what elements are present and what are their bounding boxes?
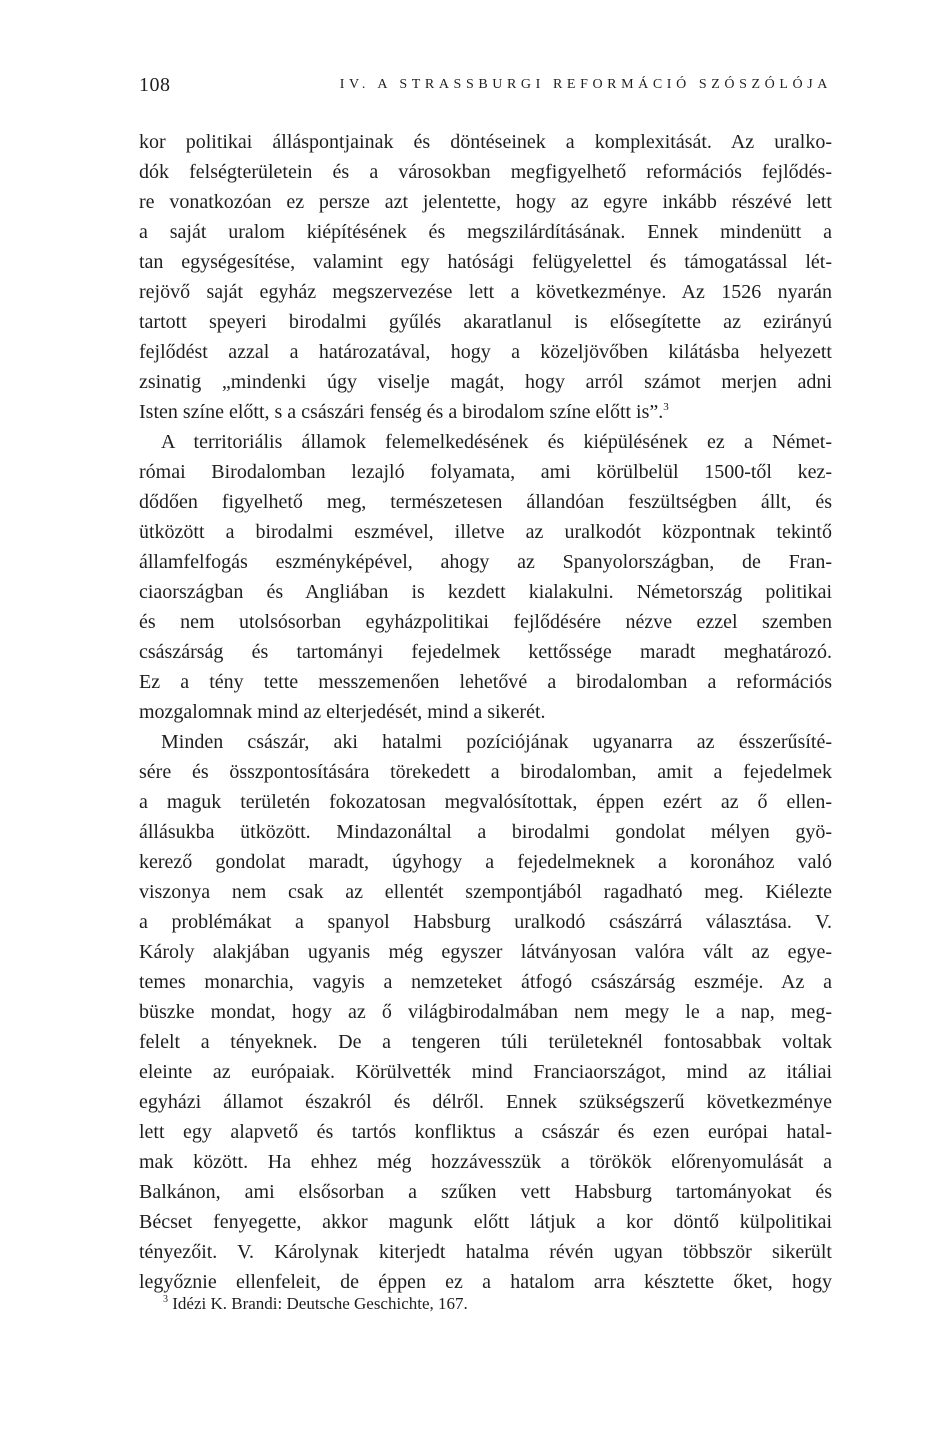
text-line: felelt a tényeknek. De a tengeren túli területeknél fontosabbak voltak [139, 1031, 832, 1053]
text-line: tényezőit. V. Károlynak kiterjedt hatalma révén ugyan többször sikerült [139, 1241, 832, 1263]
text-line: a problémákat a spanyol Habsburg uralkodó császárrá választása. V. [139, 911, 832, 933]
text-line: a saját uralom kiépítésének és megszilárdításának. Ennek mindenütt a [139, 221, 832, 243]
text-line: római Birodalomban lezajló folyamata, ami körülbelül 1500-től kez- [139, 461, 832, 483]
text-line: Bécset fenyegette, akkor magunk előtt látjuk a kor döntő külpolitikai [139, 1211, 832, 1233]
text-line: viszonya nem csak az ellentét szempontjából ragadható meg. Kiélezte [139, 881, 832, 903]
text-line: Károly alakjában ugyanis még egyszer látványosan valóra vált az egye- [139, 941, 832, 963]
footnote-text: Idézi K. Brandi: Deutsche Geschichte, 167. [172, 1294, 468, 1313]
text-line: temes monarchia, vagyis a nemzeteket átfogó császárság eszméje. Az a [139, 971, 832, 993]
text-line: rejövő saját egyház megszervezése lett a következménye. Az 1526 nyarán [139, 281, 832, 303]
footnote-reference: 3 [663, 401, 669, 413]
text-line: kerező gondolat maradt, úgyhogy a fejedelmeknek a koronához való [139, 851, 832, 873]
text-line [139, 397, 832, 427]
text-line: re vonatkozóan ez persze azt jelentette, hogy az egyre inkább részévé lett [139, 191, 832, 213]
page-number: 108 [139, 74, 171, 96]
text-line-content: Isten színe előtt, s a császári fenség és a birodalom színe előtt is”. [139, 401, 664, 423]
page-header [139, 72, 832, 102]
text-line: Ez a tény tette messzemenően lehetővé a birodalomban a reformációs [139, 671, 832, 693]
text-line: tan egységesítése, valamint egy hatósági felügyelettel és támogatással lét- [139, 251, 832, 273]
running-head: IV. A STRASSBURGI REFORMÁCIÓ SZÓSZÓLÓJA [339, 77, 832, 92]
text-line: fejlődést azzal a határozatával, hogy a közeljövőben kilátásba helyezett [139, 341, 832, 363]
text-line: büszke mondat, hogy az ő világbirodalmában nem megy le a nap, meg- [139, 1001, 832, 1023]
text-line: mak között. Ha ehhez még hozzávesszük a törökök előrenyomulását a [139, 1151, 832, 1173]
text-line: Balkánon, ami elsősorban a szűken vett Habsburg tartományokat és [139, 1181, 832, 1203]
footnote [163, 1292, 468, 1316]
text-line: államfelfogás eszményképével, ahogy az Spanyolországban, de Fran- [139, 551, 832, 573]
text-line: császárság és tartományi fejedelmek kettőssége maradt meghatározó. [139, 641, 832, 663]
footnote-marker: 3 [163, 1294, 168, 1305]
text-line: dók felségterületein és a városokban megfigyelhető reformációs fejlődés- [139, 161, 832, 183]
text-line: sére és összpontosítására törekedett a birodalomban, amit a fejedelmek [139, 761, 832, 783]
text-line: kor politikai álláspontjainak és döntéseinek a komplexitását. Az uralko- [139, 131, 832, 153]
text-line: tartott speyeri birodalmi gyűlés akaratlanul is elősegítette az ezirányú [139, 311, 832, 333]
text-line: és nem utolsósorban egyházpolitikai fejlődésére nézve ezzel szemben [139, 611, 832, 633]
text-line: eleinte az európaiak. Körülvették mind Franciaországot, mind az itáliai [139, 1061, 832, 1083]
paragraph-2 [139, 427, 832, 727]
text-line: dődően figyelhető meg, természetesen állandóan feszültségben állt, és [139, 491, 832, 513]
text-line: lett egy alapvető és tartós konfliktus a császár és ezen európai hatal- [139, 1121, 832, 1143]
text-line: egyházi államot északról és délről. Ennek szükségszerű következménye [139, 1091, 832, 1113]
text-line: ciaországban és Angliában is kezdett kialakulni. Németország politikai [139, 581, 832, 603]
text-line: Minden császár, aki hatalmi pozíciójának ugyanarra az ésszerűsíté- [161, 731, 832, 753]
paragraph-1 [139, 127, 832, 427]
paragraph-3 [139, 727, 832, 1297]
text-line: zsinatig „mindenki úgy viselje magát, hogy arról számot merjen adni [139, 371, 832, 393]
text-line: állásukba ütközött. Mindazonáltal a birodalmi gondolat mélyen gyö- [139, 821, 832, 843]
text-line: A territoriális államok felemelkedésének és kiépülésének ez a Német- [161, 431, 832, 453]
text-line: legyőznie ellenfeleit, de éppen ez a hatalom arra késztette őket, hogy [139, 1271, 832, 1293]
text-line: a maguk területén fokozatosan megvalósítottak, éppen ezért az ő ellen- [139, 791, 832, 813]
body-text [139, 127, 832, 1297]
text-line: ütközött a birodalmi eszmével, illetve az uralkodót központnak tekintő [139, 521, 832, 543]
text-line: mozgalomnak mind az elterjedését, mind a sikerét. [139, 701, 546, 723]
